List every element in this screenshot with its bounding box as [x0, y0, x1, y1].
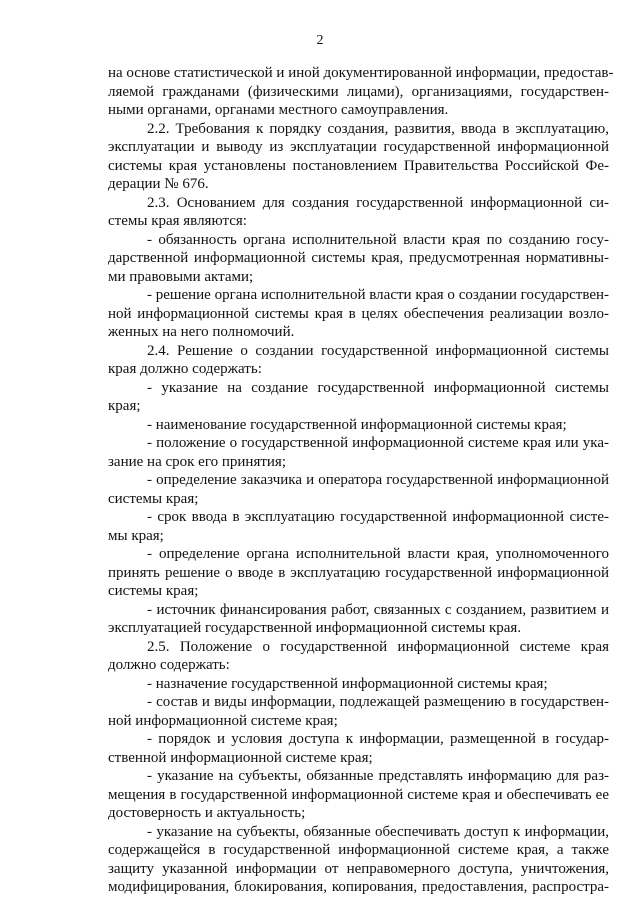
text-line: системы края; [108, 583, 199, 599]
text-line: принять решение о вводе в эксплуатацию государственной информационной [108, 564, 609, 581]
page-number: 2 [316, 33, 324, 48]
text-line: 2.3. Основанием для создания государственной информационной си- [147, 194, 609, 211]
text-line: дерации № 676. [108, 176, 209, 192]
text-line: женных на него полномочий. [108, 324, 295, 340]
text-line: - назначение государственной информационной системы края; [147, 675, 548, 692]
text-line: ми правовыми актами; [108, 268, 254, 285]
text-line: содержащейся в государственной информационной системе края, а также [108, 842, 609, 858]
text-line: - указание на субъекты, обязанные обеспечивать доступ к информации, [147, 823, 609, 840]
text-line: мещения в государственной информационной системе края и обеспечивать ее [108, 786, 609, 803]
text-line: ной информационной системе края; [108, 712, 338, 729]
text-line: - положение о государственной информационной системе края или ука- [147, 435, 609, 451]
text-line: - состав и виды информации, подлежащей размещению в государствен- [147, 694, 609, 710]
text-line: ственной информационной системе края; [108, 749, 373, 766]
text-line: на основе статистической и иной документированной информации, предостав- [108, 65, 614, 81]
text-line: ными органами, органами местного самоуправления. [108, 102, 449, 118]
text-line: 2.5. Положение о государственной информационной системе края [147, 638, 609, 655]
text-line: модифицирования, блокирования, копирования, предоставления, распростра- [108, 879, 609, 895]
text-line: достоверность и актуальность; [108, 805, 306, 821]
text-line: - указание на создание государственной информационной системы [147, 379, 609, 396]
text-line: защиту указанной информации от неправомерного доступа, уничтожения, [108, 860, 609, 877]
text-line: зание на срок его принятия; [108, 453, 286, 470]
text-line: - срок ввода в эксплуатацию государственной информационной систе- [147, 509, 609, 525]
text-line: ляемой гражданами (физическими лицами), организациями, государствен- [108, 83, 609, 100]
text-line: 2.4. Решение о создании государственной информационной системы [147, 342, 609, 359]
text-line: - определение органа исполнительной власти края, уполномоченного [147, 546, 609, 562]
text-line: края должно содержать: [108, 361, 262, 377]
text-line: дарственной информационной системы края, предусмотренная нормативны- [108, 250, 609, 266]
text-line: - обязанность органа исполнительной власти края по созданию госу- [147, 231, 609, 248]
text-line: системы края установлены постановлением Правительства Российской Фе- [108, 157, 609, 174]
text-line: - указание на субъекты, обязанные представлять информацию для раз- [147, 768, 609, 784]
text-line: должно содержать: [108, 657, 230, 673]
text-line: - определение заказчика и оператора государственной информационной [147, 472, 609, 488]
text-line: края; [108, 398, 141, 414]
text-line: системы края; [108, 490, 199, 507]
text-line: стемы края являются: [108, 213, 247, 229]
text-line: эксплуатации и выводу из эксплуатации государственной информационной [108, 139, 609, 155]
text-line: мы края; [108, 527, 164, 544]
text-line: - решение органа исполнительной власти края о создании государствен- [147, 287, 609, 303]
text-line: ной информационной системы края в целях обеспечения реализации возло- [108, 305, 609, 322]
text-line: - наименование государственной информационной системы края; [147, 416, 567, 433]
text-line: эксплуатацией государственной информационной системы края. [108, 620, 522, 636]
text-line: - источник финансирования работ, связанных с созданием, развитием и [147, 601, 609, 618]
text-line: - порядок и условия доступа к информации, размещенной в государ- [147, 731, 609, 747]
text-line: 2.2. Требования к порядку создания, развития, ввода в эксплуатацию, [147, 120, 609, 137]
document-body [108, 64, 614, 897]
